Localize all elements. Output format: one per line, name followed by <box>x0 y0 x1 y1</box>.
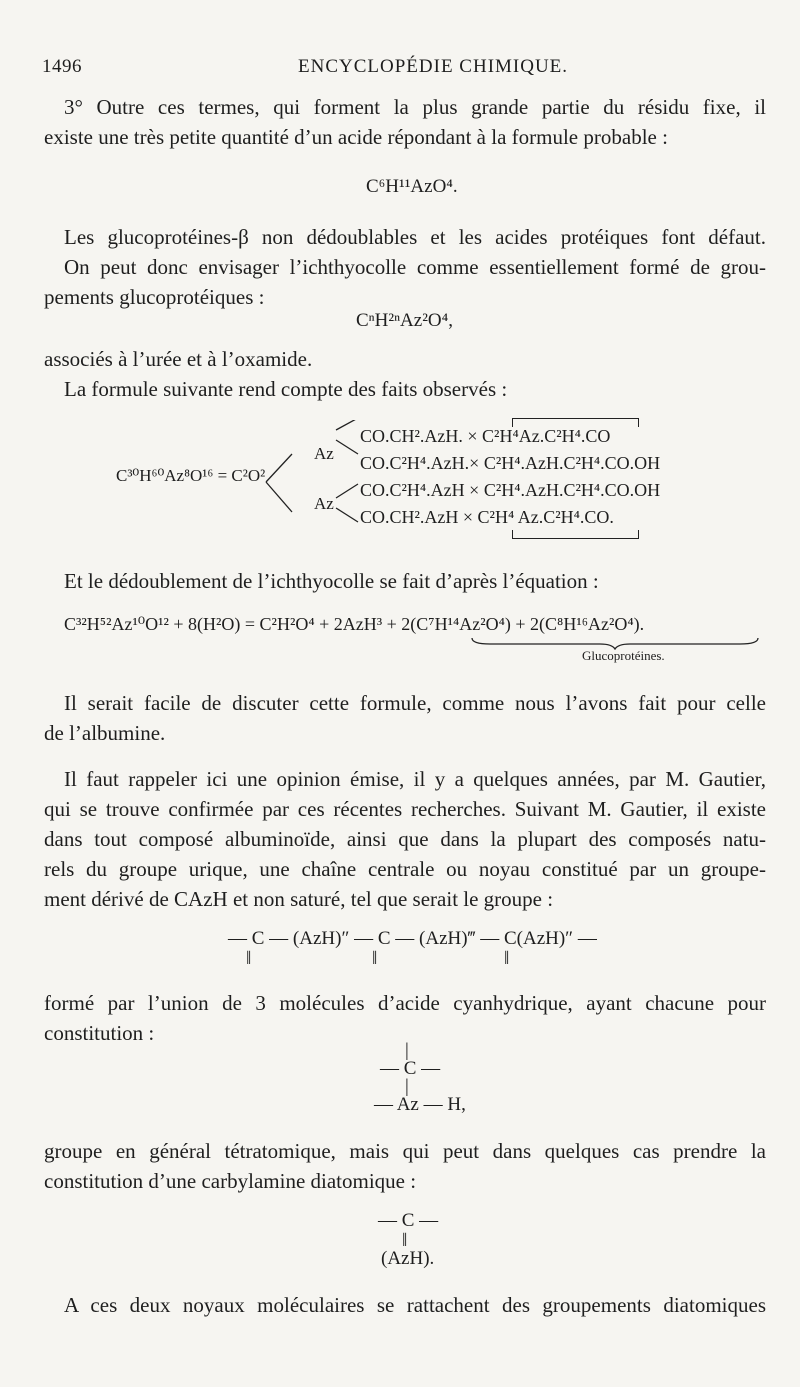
text-line: de l’albumine. <box>44 721 166 745</box>
text-line: existe une très petite quantité d’un acide répondant à la formule probable : <box>44 125 668 149</box>
text-line: On peut donc envisager l’ichthyocolle comme essentiellement formé de grou- <box>64 255 766 279</box>
carbylamine-top: — C — <box>378 1210 439 1231</box>
text-line: Il serait facile de discuter cette formule, comme nous l’avons fait pour celle <box>64 691 766 715</box>
az-top: Az <box>314 444 334 463</box>
text-line: La formule suivante rend compte des faits observés : <box>64 377 508 401</box>
bond-vertical: | <box>405 1076 409 1097</box>
text-line: groupe en général tétratomique, mais qui peut dans quelques cas prendre la <box>44 1139 766 1163</box>
formula-acid: C⁶H¹¹AzO⁴. <box>366 176 458 197</box>
paragraph-5 <box>44 688 766 748</box>
double-bond: ‖ <box>504 948 510 969</box>
text-line: Les glucoprotéines-β non dédoublables et les acides protéiques font défaut. <box>64 225 766 249</box>
cleavage-equation: C³²H⁵²Az¹⁰O¹² + 8(H²O) = C²H²O⁴ + 2AzH³ + 2(C⁷H¹⁴Az²O⁴) + 2(C⁸H¹⁶Az²O⁴). <box>64 614 645 634</box>
formula-row: CO.CH².AzH × C²H⁴ Az.C²H⁴.CO. <box>360 507 614 527</box>
azote-group: — Az — H, <box>374 1094 466 1115</box>
az-bottom: Az <box>314 494 334 513</box>
paragraph-1 <box>44 92 766 152</box>
ring-bracket-bottom <box>512 530 639 539</box>
paragraph-6 <box>44 764 766 914</box>
page-number: 1496 <box>42 56 82 77</box>
text-line: A ces deux noyaux moléculaires se rattachent des groupements diatomiques <box>64 1293 766 1317</box>
text-line: associés à l’urée et à l’oxamide. <box>44 347 313 371</box>
formula-row: CO.C²H⁴.AzH.× C²H⁴.AzH.C²H⁴.CO.OH <box>360 453 661 473</box>
ring-bracket-top <box>512 418 639 427</box>
text-line: Il faut rappeler ici une opinion émise, il y a quelques années, par M. Gautier, <box>64 767 766 791</box>
paragraph-3 <box>44 344 766 404</box>
paragraph-8 <box>44 1136 766 1196</box>
formula-lhs: C³⁰H⁶⁰Az⁸O¹⁶ = C²O² <box>116 466 266 485</box>
formula-row: CO.C²H⁴.AzH × C²H⁴.AzH.C²H⁴.CO.OH <box>360 480 661 500</box>
double-bond: ‖ <box>372 948 378 969</box>
bond-top: | <box>405 1040 409 1061</box>
paragraph-7 <box>44 988 766 1048</box>
running-title: ENCYCLOPÉDIE CHIMIQUE. <box>298 56 569 77</box>
text-line: ment dérivé de CAzH et non saturé, tel que serait le groupe : <box>44 887 554 911</box>
text-line: qui se trouve confirmée par ces récentes recherches. Suivant M. Gautier, il existe <box>44 797 766 821</box>
paragraph-2 <box>44 222 766 312</box>
carbylamine-bottom: (AzH). <box>381 1248 435 1269</box>
text-line: constitution d’une carbylamine diatomique : <box>44 1169 417 1193</box>
chain-formula: — C — (AzH)″ — C — (AzH)‴ — C(AzH)″ — <box>228 928 597 949</box>
double-bond: ‖ <box>246 948 252 969</box>
text-line: Et le dédoublement de l’ichthyocolle se fait d’après l’équation : <box>64 569 599 593</box>
text-line: formé par l’union de 3 molécules d’acide cyanhydrique, ayant chacune pour <box>44 991 766 1015</box>
text-line: pements glucoprotéiques : <box>44 285 265 309</box>
carbon-group: — C — <box>380 1058 441 1079</box>
text-line: rels du groupe urique, une chaîne centrale ou noyau constitué par un groupe- <box>44 857 766 881</box>
brace-label: Glucoprotéines. <box>582 648 665 663</box>
paragraph-9 <box>44 1290 766 1320</box>
text-line: constitution : <box>44 1021 155 1045</box>
formula-row: CO.CH².AzH. × C²H⁴Az.C²H⁴.CO <box>360 426 611 446</box>
formula-glucoproteique: CⁿH²ⁿAz²O⁴, <box>356 310 454 331</box>
text-line: dans tout composé albuminoïde, ainsi que dans la plupart des composés natu- <box>44 827 766 851</box>
paragraph-4 <box>44 566 766 596</box>
text-line: 3° Outre ces termes, qui forment la plus grande partie du résidu fixe, il <box>64 95 766 119</box>
double-bond: ‖ <box>402 1230 408 1251</box>
